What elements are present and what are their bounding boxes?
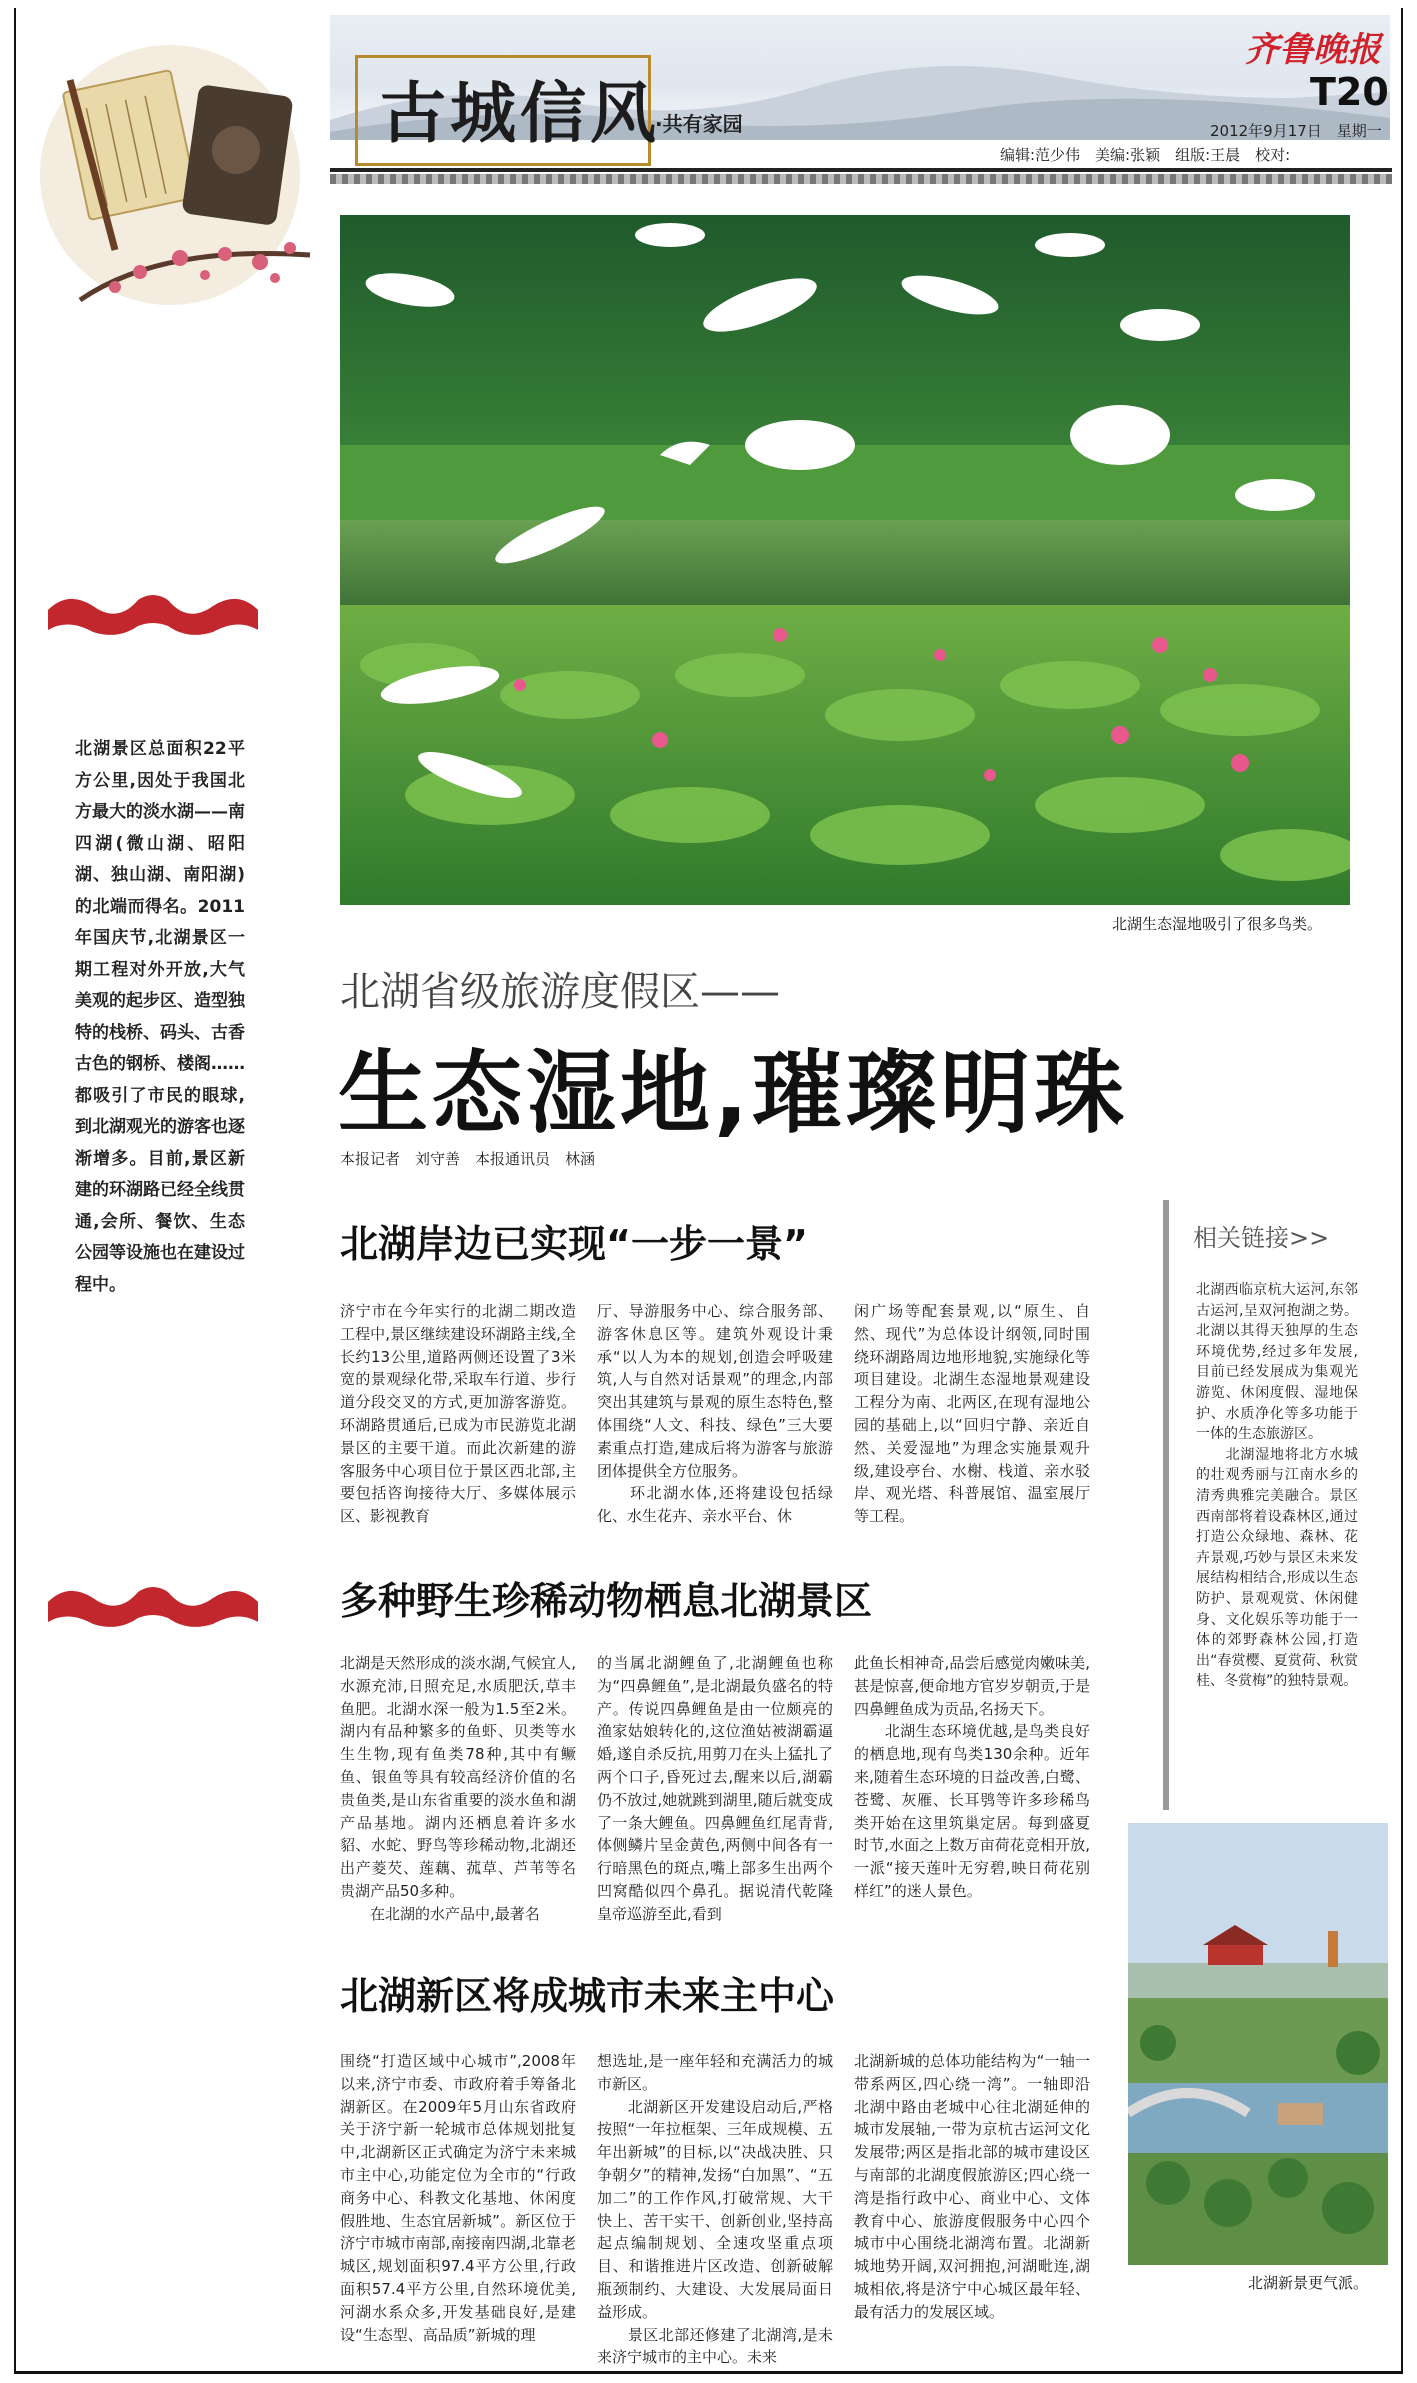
related-links-bar bbox=[1163, 1200, 1169, 1810]
section-column: 闲广场等配套景观,以“原生、自然、现代”为总体设计纲领,同时围绕环湖路周边地形地貌,实施绿化等项目建设。北湖生态湿地景观建设工程分为南、北两区,在现有湿地公园的基础上,以“回归宁静、亲近自然、关爱湿地”为理念实施景观升级,建设亭台、水榭、栈道、亲水驳岸、观光塔、科普展馆、温室展厅等工程。 bbox=[854, 1302, 1090, 1526]
column-logo: 古城信风 bbox=[380, 74, 660, 152]
page-number: T20 bbox=[1310, 70, 1389, 114]
section-column: 想选址,是一座年轻和充满活力的城市新区。 北湖新区开发建设启动后,严格按照“一年拉框架、三年成规模、五年出新城”的目标,以“决战决胜、只争朝夕”的精神,发扬“白加黑”、“五加二”的工作作风,打破常规、大干快上、苦干实干、创新创业,坚持高起点编制规划、全速攻坚重点项目、和谐推进片区改造、创新破解瓶颈制约、大建设、大发展局面日益形成。 景区北部还修建了北湖湾,是未来济宁城市的主中心。未来 bbox=[597, 2052, 833, 2367]
section-column: 此鱼长相神奇,品尝后感觉肉嫩味美,甚是惊喜,便命地方官岁岁朝贡,于是四鼻鲤鱼成为贡品,名扬天下。 北湖生态环境优越,是鸟类良好的栖息地,现有鸟类130余种。近年来,随着生态环境的日益改善,白鹭、苍鹭、灰雁、长耳鸮等许多珍稀鸟类开始在这里筑巢定居。每到盛夏时节,水面之上数万亩荷花竞相开放,一派“接天莲叶无穷碧,映日荷花别样红”的迷人景色。 bbox=[854, 1654, 1090, 1900]
related-links-text: 北湖西临京杭大运河,东邻古运河,呈双河抱湖之势。北湖以其得天独厚的生态环境优势,经过多年发展,目前已经发展成为集观光游览、休闲度假、湿地保护、水质净化等多功能于一体的生态旅游区。 北湖湿地将北方水城的壮观秀丽与江南水乡的清秀典雅完美融合。景区西南部将着设森林区,通过打造公众绿地、森林、花卉景观,巧妙与景区未来发展结构相结合,形成以生态防护、景观观赏、休闲健身、文化娱乐等功能于一体的郊野森林公园,打造出“春赏樱、夏赏荷、秋赏桂、冬赏梅”的独特景观。 bbox=[1196, 1282, 1358, 1690]
editor-credits: 编辑:范少伟 美编:张颖 组版:王晨 校对: bbox=[1000, 146, 1291, 164]
header-pattern-strip bbox=[330, 174, 1392, 184]
page-border-bottom bbox=[14, 2371, 1403, 2374]
new-district-photo bbox=[1128, 1823, 1388, 2265]
header-rule bbox=[330, 168, 1392, 172]
article-kicker: 北湖省级旅游度假区—— bbox=[340, 969, 780, 1015]
main-photo-caption: 北湖生态湿地吸引了很多鸟类。 bbox=[1112, 915, 1323, 933]
section-title: 多种野生珍稀动物栖息北湖景区 bbox=[340, 1579, 873, 1623]
section-column: 北湖新城的总体功能结构为“一轴一带系两区,四心绕一湾”。一轴即沿北湖中路由老城中心往北湖延伸的城市发展轴,一带为京杭古运河文化发展带;两区是指北部的城市建设区与南部的北湖度假旅游区;四心绕一湾是指行政中心、商业中心、文体教育中心、旅游度假服务中心四个城市中心围绕北湖湾布置。北湖新城地势开阔,双河拥抱,河湖毗连,湖城相依,将是济宁中心城区最年轻、最有活力的发展区域。 bbox=[854, 2052, 1090, 2321]
section-column: 济宁市在今年实行的北湖二期改造工程中,景区继续建设环湖路主线,全长约13公里,道路两侧还设置了3米宽的景观绿化带,采取车行道、步行道分段交叉的方式,更加游客游览。环湖路贯通后,已成为市民游览北湖景区的主要干道。而此次新建的游客服务中心项目位于景区西北部,主要包括咨询接待大厅、多媒体展示区、影视教育 bbox=[340, 1302, 576, 1526]
issue-date: 2012年9月17日 星期一 bbox=[1210, 122, 1382, 140]
section-column: 围绕“打造区域中心城市”,2008年以来,济宁市委、市政府着手筹备北湖新区。在2009年5月山东省政府关于济宁新一轮城市总体规划批复中,北湖新区正式确定为济宁未来城市主中心,功能定位为全市的“行政商务中心、科教文化基地、休闲度假胜地、生态宜居新城”。新区位于济宁市城市南部,南接南四湖,北靠老城区,规划面积97.4平方公里,行政面积57.4平方公里,自然环境优美,河湖水系众多,开发基础良好,是建设“生态型、高品质”新城的理 bbox=[340, 2052, 576, 2344]
red-ribbon-ornament bbox=[48, 1582, 258, 1632]
sidebar-intro-text: 北湖景区总面积22平方公里,因处于我国北方最大的淡水湖——南四湖(微山湖、昭阳湖、独山湖、南阳湖)的北端而得名。2011年国庆节,北湖景区一期工程对外开放,大气美观的起步区、造型独特的栈桥、码头、古香古色的钢桥、楼阁……都吸引了市民的眼球,到北湖观光的游客也逐渐增多。目前,景区新建的环湖路已经全线贯通,会所、餐饮、生态公园等设施也在建设过程中。 bbox=[75, 739, 245, 1295]
book-and-plum-blossom-illustration bbox=[20, 40, 320, 310]
section-column: 北湖是天然形成的淡水湖,气候宜人,水源充沛,日照充足,水质肥沃,草丰鱼肥。北湖水深一般为1.5至2米。湖内有品种繁多的鱼虾、贝类等水生生物,现有鱼类78种,其中有鳜鱼、银鱼等具有较高经济价值的名贵鱼类,是山东省重要的淡水鱼和湖产品基地。湖内还栖息着许多水貂、水蛇、野鸟等珍稀动物,北湖还出产菱芡、莲藕、菰草、芦苇等名贵湖产品50多种。 在北湖的水产品中,最著名 bbox=[340, 1654, 576, 1923]
wetland-egrets-photo bbox=[340, 215, 1350, 905]
red-ribbon-ornament bbox=[48, 590, 258, 640]
section-column: 厅、导游服务中心、综合服务部、游客休息区等。建筑外观设计秉承“以人为本的规划,创造会呼吸建筑,人与自然对话景观”的理念,内部突出其建筑与景观的原生态特色,整体围绕“人文、科技、绿色”三大要素重点打造,建成后将为游客与旅游团体提供全方位服务。 环北湖水体,还将建设包括绿化、水生花卉、亲水平台、休 bbox=[597, 1302, 833, 1526]
side-photo-caption: 北湖新景更气派。 bbox=[1248, 2274, 1369, 2292]
article-headline: 生态湿地,璀璨明珠 bbox=[338, 1041, 1129, 1146]
section-title: 北湖新区将成城市未来主中心 bbox=[340, 1974, 835, 2018]
page-border-left bbox=[14, 8, 16, 2373]
column-tagline: ·共有家园 bbox=[655, 112, 743, 136]
article-byline: 本报记者 刘守善 本报通讯员 林涵 bbox=[340, 1150, 596, 1168]
page-border-right bbox=[1401, 8, 1403, 2373]
newspaper-name: 齐鲁晚报 bbox=[1245, 30, 1381, 70]
related-links-title: 相关链接>> bbox=[1193, 1224, 1330, 1252]
section-column: 的当属北湖鲤鱼了,北湖鲤鱼也称为“四鼻鲤鱼”,是北湖最负盛名的特产。传说四鼻鲤鱼是由一位颇亮的渔家姑娘转化的,这位渔姑被湖霸逼婚,遂自杀反抗,用剪刀在头上猛扎了两个口子,昏死过去,醒来以后,湖霸仍不放过,她就跳到湖里,随后就变成了一条大鲤鱼。四鼻鲤鱼红尾青背,体侧鳞片呈金黄色,两侧中间各有一行暗黑色的斑点,嘴上部多生出两个凹窝酷似四个鼻孔。据说清代乾隆皇帝巡游至此,看到 bbox=[597, 1654, 833, 1923]
section-title: 北湖岸边已实现“一步一景” bbox=[340, 1222, 808, 1266]
